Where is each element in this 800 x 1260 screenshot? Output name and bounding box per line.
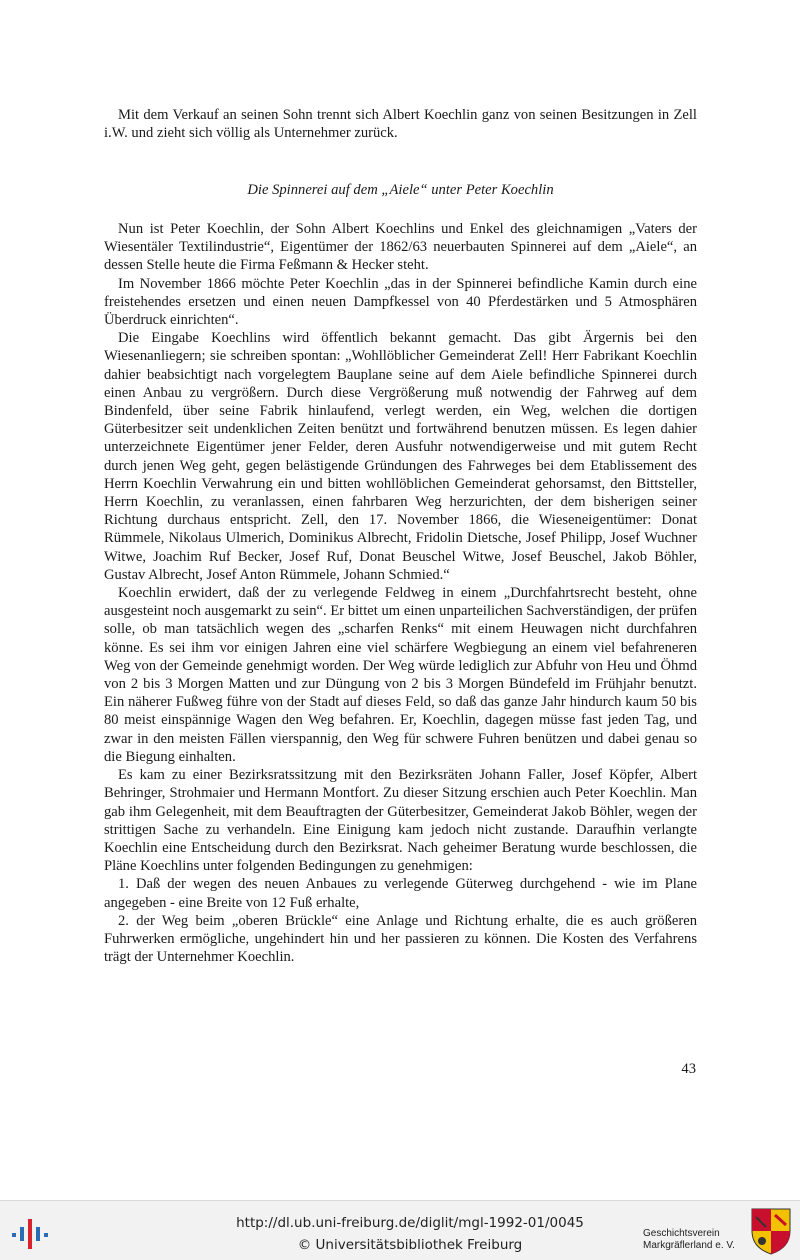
body-text [104,220,697,966]
society-crest-icon[interactable] [750,1207,792,1255]
ub-logo-icon[interactable] [10,1211,50,1255]
paragraph: Nun ist Peter Koechlin, der Sohn Albert Koechlins und Enkel des gleichnamigen „Vaters der Wiesentäler Textilindustrie“, Eigentümer der 1862/63 neuerbauten Spinnerei auf dem „Aiele“, an dessen Stelle heute die Firma Feßmann & Hecker steht. [104,221,697,274]
intro-text: Mit dem Verkauf an seinen Sohn trennt sich Albert Koechlin ganz von seinen Besitzungen in Zell i.W. und zieht sich völlig als Unternehmer zurück. [104,107,697,142]
paragraph: Koechlin erwidert, daß der zu verlegende Feldweg in einem „Durchfahrtsrecht besteht, ohne ausgesteint noch ausgemarkt zu sein“. Er bittet um einen unparteilichen Sachverständigen, der prüfen solle, ob man tatsächlich wegen des „scharfen Renks“ mit einem Heuwagen nicht durchfahren könne. Es sei ihm vor einigen Jahren eine viel schärfere Wegbiegung an einem viel befahreneren Weg von der Gemeinde genehmigt worden. Der Weg würde lediglich zur Abfuhr von Heu und Öhmd von 2 bis 3 Morgen Matten und zur Düngung von 2 bis 3 Morgen Bündefeld im Frühjahr benutzt. Ein näherer Fußweg führe von der Stadt auf dieses Feld, so daß das ganze Jahr hindurch kaum 50 bis 80 meist einspännige Wagen den Weg befahren. Er, Koechlin, dagegen müsse fast jeden Tag, und zwar in den meisten Fällen vierspannig, den Weg für schwere Fuhren benützen und dabei genau so die Biegung einhalten. [104,585,697,765]
paragraph: Es kam zu einer Bezirksratssitzung mit den Bezirksräten Johann Faller, Josef Köpfer, Albert Behringer, Strohmaier und Hermann Montfort. Zu dieser Sitzung erschien auch Peter Koechlin. Man gab ihm Gelegenheit, mit dem Beauftragten der Güterbesitzer, Gemeinderat Jakob Böhler, wegen der strittigen Sache zu verhandeln. Eine Einigung kam jedoch nicht zustande. Daraufhin verlangte Koechlin eine Entscheidung durch den Bezirksrat. Nach geheimer Beratung wurde beschlossen, die Pläne Koechlins unter folgenden Bedingungen zu genehmigen: [104,767,697,875]
page-number: 43 [681,1061,696,1077]
paragraph: 1. Daß der wegen des neuen Anbaues zu verlegende Güterweg durchgehend - wie im Plane angegeben - eine Breite von 12 Fuß erhalte, [104,876,697,911]
footer-copyright: © Universitätsbibliothek Freiburg [297,1237,523,1253]
footer-url-link[interactable]: http://dl.ub.uni-freiburg.de/diglit/mgl-1992-01/0045 [236,1215,584,1231]
footer-bar [0,1200,800,1260]
intro-paragraph [104,106,697,142]
society-name-line1: Geschichtsverein [643,1228,720,1239]
section-heading: Die Spinnerei auf dem „Aiele“ unter Peter Koechlin [247,182,554,198]
paragraph: Die Eingabe Koechlins wird öffentlich bekannt gemacht. Das gibt Ärgernis bei den Wiesenanliegern; sie schreiben spontan: „Wohllöblicher Gemeinderat Zell! Herr Fabrikant Koechlin dahier beabsichtigt nach vorgelegtem Bauplane seine auf dem Aiele befindliche Spinnerei durch einen Anbau zu vergrößern. Durch diese Vergrößerung muß notwendig der Fahrweg auf dem Bindenfeld, über seine Fabrik hinlaufend, verlegt werden, ein Weg, welchen die dortigen Güterbesitzer seit undenklichen Zeiten benützt und fortwährend benutzen müssen. Es legen dahier unterzeichnete Eigentümer jener Felder, deren Ausfuhr notwendigerweise und mit gutem Recht durch jenen Weg geht, gegen belästigende Gründungen des Fahrweges bei dem Etablissement des Herrn Koechlin Verwahrung ein und bitten wohllöblichen Gemeinderat gehorsamst, den Bittsteller, Herrn Koechlin, zu veranlassen, einen fahrbaren Weg herzurichten, der dem bisherigen seiner Richtung durchaus entspricht. Zell, den 17. November 1866, die Wieseneigentümer: Donat Rümmele, Nikolaus Ulmerich, Dominikus Albrecht, Fridolin Dietsche, Josef Philipp, Josef Wuchner Witwe, Joachim Ruf Becker, Josef Ruf, Donat Beuschel Witwe, Josef Beuschel, Jakob Böhler, Gustav Albrecht, Josef Anton Rümmele, Johann Schmied.“ [104,330,697,583]
paragraph: 2. der Weg beim „oberen Brückle“ eine Anlage und Richtung erhalte, die es auch größeren Fuhrwerken ermögliche, ungehindert hin und her passieren zu können. Die Kosten des Verfahrens trägt der Unternehmer Koechlin. [104,912,697,966]
society-name-line2: Markgräflerland e. V. [643,1240,735,1251]
paragraph: Im November 1866 möchte Peter Koechlin „das in der Spinnerei befindliche Kamin durch eine freistehendes ersetzen und einen neuen Dampfkessel von 40 Pferdestärken und 5 Atmosphären Überdruck einrichten“. [104,275,697,329]
